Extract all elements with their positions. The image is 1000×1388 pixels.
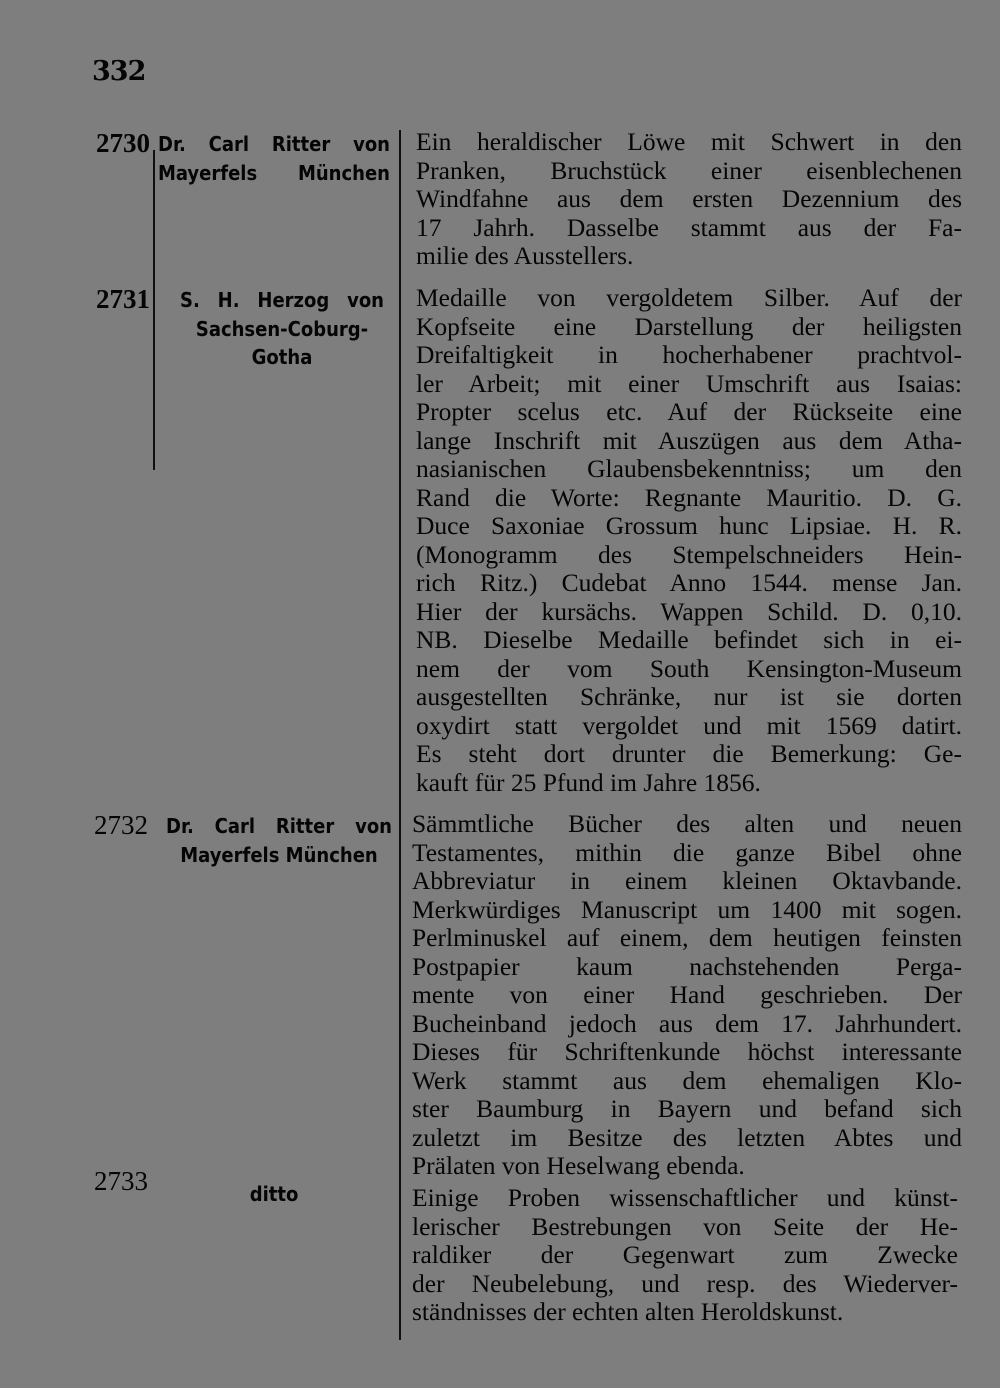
description-line: Dieses für Schriftenkunde höchst interessante [412, 1037, 962, 1066]
description [412, 1184, 958, 1327]
description-line: lerischer Bestrebungen von Seite der He- [412, 1211, 958, 1241]
description-line: Hier der kursächs. Wappen Schild. D. 0,10. [416, 596, 962, 626]
description [412, 810, 962, 1181]
description-line: Propter scelus etc. Auf der Rückseite eine [416, 397, 962, 426]
description-line: ster Baumburg in Bayern und befand sich [412, 1094, 962, 1123]
description [416, 128, 962, 271]
description-line: kauft für 25 Pfund im Jahre 1856. [416, 767, 761, 797]
description-line: Medaille von vergoldetem Silber. Auf der [416, 283, 962, 312]
description-line: Einige Proben wissenschaftlicher und künst- [412, 1183, 958, 1212]
exhibitor-line: S. H. Herzog von [180, 288, 384, 312]
description-line: lange Inschrift mit Auszügen aus dem Atha- [416, 425, 962, 455]
exhibitor [158, 1180, 390, 1209]
description-line: Duce Saxoniae Grossum hunc Lipsiae. H. R. [416, 511, 962, 540]
description-line: rich Ritz.) Cudebat Anno 1544. mense Jan. [416, 568, 962, 597]
exhibitor-line: ditto [249, 1182, 299, 1206]
description-line: raldiker der Gegenwart zum Zwecke [412, 1240, 958, 1269]
entry-number: 2733 [94, 1166, 148, 1196]
description-line: milie des Ausstellers. [416, 241, 634, 270]
description-line: ler Arbeit; mit einer Umschrift aus Isaias: [416, 368, 962, 398]
exhibitor-line: Dr. Carl Ritter von [166, 814, 392, 838]
description-line: Sämmtliche Bücher des alten und neuen [412, 809, 962, 838]
exhibitor [166, 812, 392, 869]
page-number: 332 [92, 56, 146, 87]
description-line: Pranken, Bruchstück einer eisenblechenen [416, 155, 962, 185]
description-line: 17 Jahrh. Dasselbe stammt aus der Fa- [416, 212, 962, 242]
description-line: Abbreviatur in einem kleinen Oktavbande. [412, 866, 962, 895]
description-line: nem der vom South Kensington-Museum [416, 653, 962, 683]
description-line: Rand die Worte: Regnante Mauritio. D. G. [416, 482, 962, 512]
exhibitor [180, 286, 384, 372]
entry-number: 2732 [94, 810, 148, 840]
description-line: Perlminuskel auf einem, dem heutigen feinsten [412, 923, 962, 952]
description [416, 284, 962, 797]
description-line: ständnisses der echten alten Heroldskunst. [412, 1297, 844, 1326]
entry-number: 2731 [96, 284, 150, 314]
description-line: ausgestellten Schränke, nur ist sie dorten [416, 682, 962, 711]
description-line: Merkwürdiges Manuscript um 1400 mit sogen. [412, 894, 962, 924]
column-rule-middle [399, 130, 401, 1340]
description-line: zuletzt im Besitze des letzten Abtes und [412, 1122, 962, 1152]
description-line: Prälaten von Heselwang ebenda. [412, 1151, 745, 1180]
exhibitor-line: Dr. Carl Ritter von [158, 132, 390, 156]
description-line: mente von einer Hand geschrieben. Der [412, 980, 962, 1009]
description-line: Windfahne aus dem ersten Dezennium des [416, 184, 962, 213]
exhibitor-line: Mayerfels München [158, 160, 390, 185]
exhibitor [158, 130, 390, 187]
description-line: der Neubelebung, und resp. des Wiederver- [412, 1268, 958, 1298]
description-line: Kopfseite eine Darstellung der heiligsten [416, 311, 962, 341]
description-line: Werk stammt aus dem ehemaligen Klo- [412, 1065, 962, 1095]
description-line: Testamentes, mithin die ganze Bibel ohne [412, 837, 962, 867]
description-line: Es steht dort drunter die Bemerkung: Ge- [416, 739, 962, 768]
exhibitor-line: Gotha [251, 345, 313, 369]
description-line: nasianischen Glaubensbekenntniss; um den [416, 454, 962, 483]
column-rule-left [153, 150, 155, 470]
description-line: Bucheinband jedoch aus dem 17. Jahrhundert. [412, 1008, 962, 1038]
entry-number: 2730 [96, 128, 150, 158]
description-line: NB. Dieselbe Medaille befindet sich in ei- [416, 625, 962, 654]
description-line: Ein heraldischer Löwe mit Schwert in den [416, 127, 962, 156]
description-line: (Monogramm des Stempelschneiders Hein- [416, 539, 962, 569]
description-line: Dreifaltigkeit in hocherhabener prachtvol- [416, 340, 962, 369]
exhibitor-line: Sachsen-Coburg- [195, 316, 369, 341]
description-line: oxydirt statt vergoldet und mit 1569 datirt. [416, 710, 962, 740]
exhibitor-line: Mayerfels München [180, 842, 378, 867]
description-line: Postpapier kaum nachstehenden Perga- [412, 951, 962, 981]
